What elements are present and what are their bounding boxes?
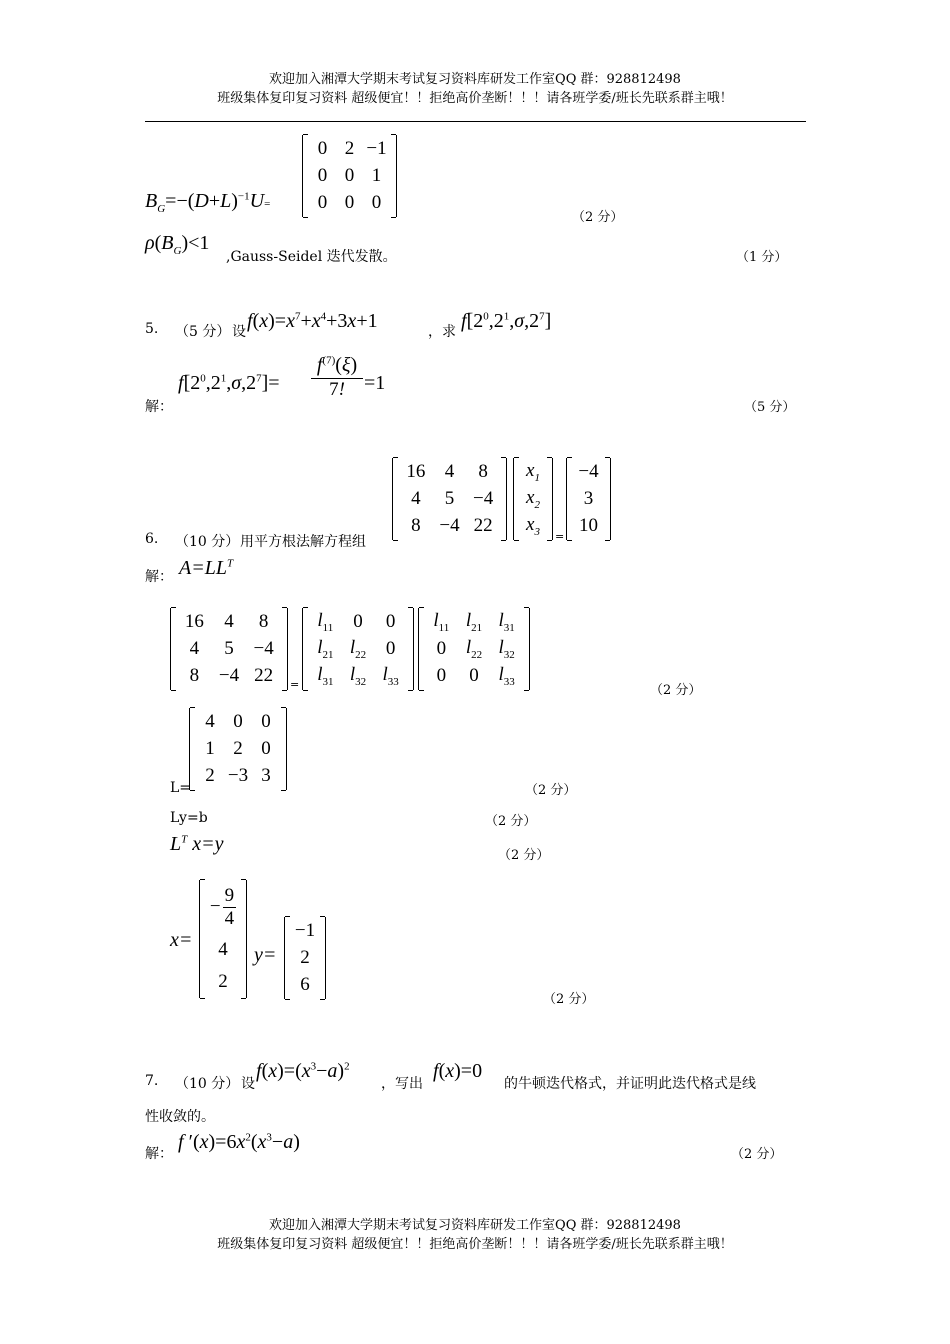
q5-score: （5 分） [744, 400, 796, 415]
q6-x-label: x= [170, 929, 193, 951]
q6-ltx: $L^T$ x=y [170, 833, 224, 855]
q7-score: （2 分） [731, 1147, 783, 1162]
q6-number: 6. [145, 531, 159, 547]
q5-ask: ，求 [428, 324, 456, 340]
q6-L-symbolic: $l_{11}$ 0 0 $l_{21}$ $l_{22}$ 0 $l_{31}$ $l_{32}$ $l_{33}$ [302, 608, 414, 690]
header-line-1: 欢迎加入湘潭大学期末考试复习资料库研发工作室QQ 群：928812498 [269, 72, 681, 87]
q6-solution-label: 解： [145, 569, 173, 585]
q6-system-matrix: 16 4 8 4 5 −4 8 −4 22 [392, 458, 507, 540]
q6-LT-symbolic: $l_{11}$ $l_{21}$ $l_{31}$ 0 $l_{22}$ $l_{32}$ 0 0 $l_{33}$ [418, 608, 530, 690]
q6-y-label: y= [254, 944, 277, 966]
footer-line-2: 班级集体复印复习资料 超级便宜！！拒绝高价垄断！！！请各班学委/班长先联系群主哦！ [217, 1237, 733, 1252]
q6-score-L: （2 分） [525, 783, 577, 798]
q7-mid: ，写出 [381, 1076, 423, 1092]
q5-solution-label: 解： [145, 399, 173, 415]
q6-factorization: $A=LL^T$ [179, 557, 234, 579]
q6-score-llt: （2 分） [650, 683, 702, 698]
q6-x-result: − $\frac{9}{4}$ 4 2 [199, 880, 247, 998]
q6-L-label: L= [170, 780, 192, 796]
q5-function: $f(x)=x^7+x^4+3x+1$ [247, 310, 378, 332]
q6-L-matrix: 4 0 0 1 2 0 2 −3 3 [189, 708, 287, 790]
q7-number: 7. [145, 1073, 159, 1089]
q6-score-ly: （2 分） [485, 814, 537, 829]
q6-ly: Ly=b [170, 810, 208, 826]
q5-divided-difference: $f[2^0,2^1,\sigma,2^7]$ [461, 310, 552, 332]
q6-A-matrix: 16 4 8 4 5 −4 8 −4 22 [170, 608, 288, 690]
bg-score: （2 分） [572, 210, 624, 225]
q6-y-result: −1 2 6 [284, 917, 326, 999]
q7-equation: f(x)=0 [433, 1060, 483, 1082]
q5-points: （5 分） [175, 324, 231, 340]
q5-result: =1 [364, 372, 386, 394]
rho-text: ,Gauss-Seidel 迭代发散。 [226, 249, 397, 265]
q6-rhs-vector: −4 3 10 [566, 458, 611, 540]
q6-x-vector: $x_1$ $x_2$ $x_3$ [513, 458, 553, 540]
q6-points: （10 分） [175, 534, 240, 550]
q5-solution: $f[2^0,2^1,\sigma,2^7]=$ [178, 372, 280, 394]
footer-line-1: 欢迎加入湘潭大学期末考试复习资料库研发工作室QQ 群：928812498 [269, 1218, 681, 1233]
rho-formula: $\rho(B_G)<1$ [145, 232, 210, 257]
q7-line2: 性收敛的。 [145, 1109, 215, 1125]
q6-score-ltx: （2 分） [498, 848, 550, 863]
q5-set: 设 [232, 324, 246, 340]
q7-points: （10 分） [175, 1076, 240, 1092]
header-rule [145, 121, 806, 122]
header-line-2: 班级集体复印复习资料 超级便宜！！拒绝高价垄断！！！请各班学委/班长先联系群主哦！ [217, 91, 733, 106]
q7-tail: 的牛顿迭代格式，并证明此迭代格式是线 [504, 1076, 756, 1092]
q7-function: $f(x)=(x^3-a)^2$ [256, 1060, 350, 1082]
q7-solution-label: 解： [145, 1146, 173, 1162]
bg-matrix: 0 2 −1 0 0 1 0 0 0 [302, 135, 397, 217]
q5-number: 5. [145, 321, 159, 337]
q7-derivative: f $'(x)=6x^2(x^3-a)$ [178, 1131, 300, 1153]
q6-text: 用平方根法解方程组 [240, 534, 366, 550]
q5-fraction: $f^{(7)}(\xi)$ 7! [311, 354, 363, 401]
q6-score-xy: （2 分） [543, 992, 595, 1007]
q7-set: 设 [241, 1076, 255, 1092]
bg-formula: $B_G=-(D+L)^{-1}U=$ [145, 190, 271, 215]
rho-score: （1 分） [736, 250, 788, 265]
